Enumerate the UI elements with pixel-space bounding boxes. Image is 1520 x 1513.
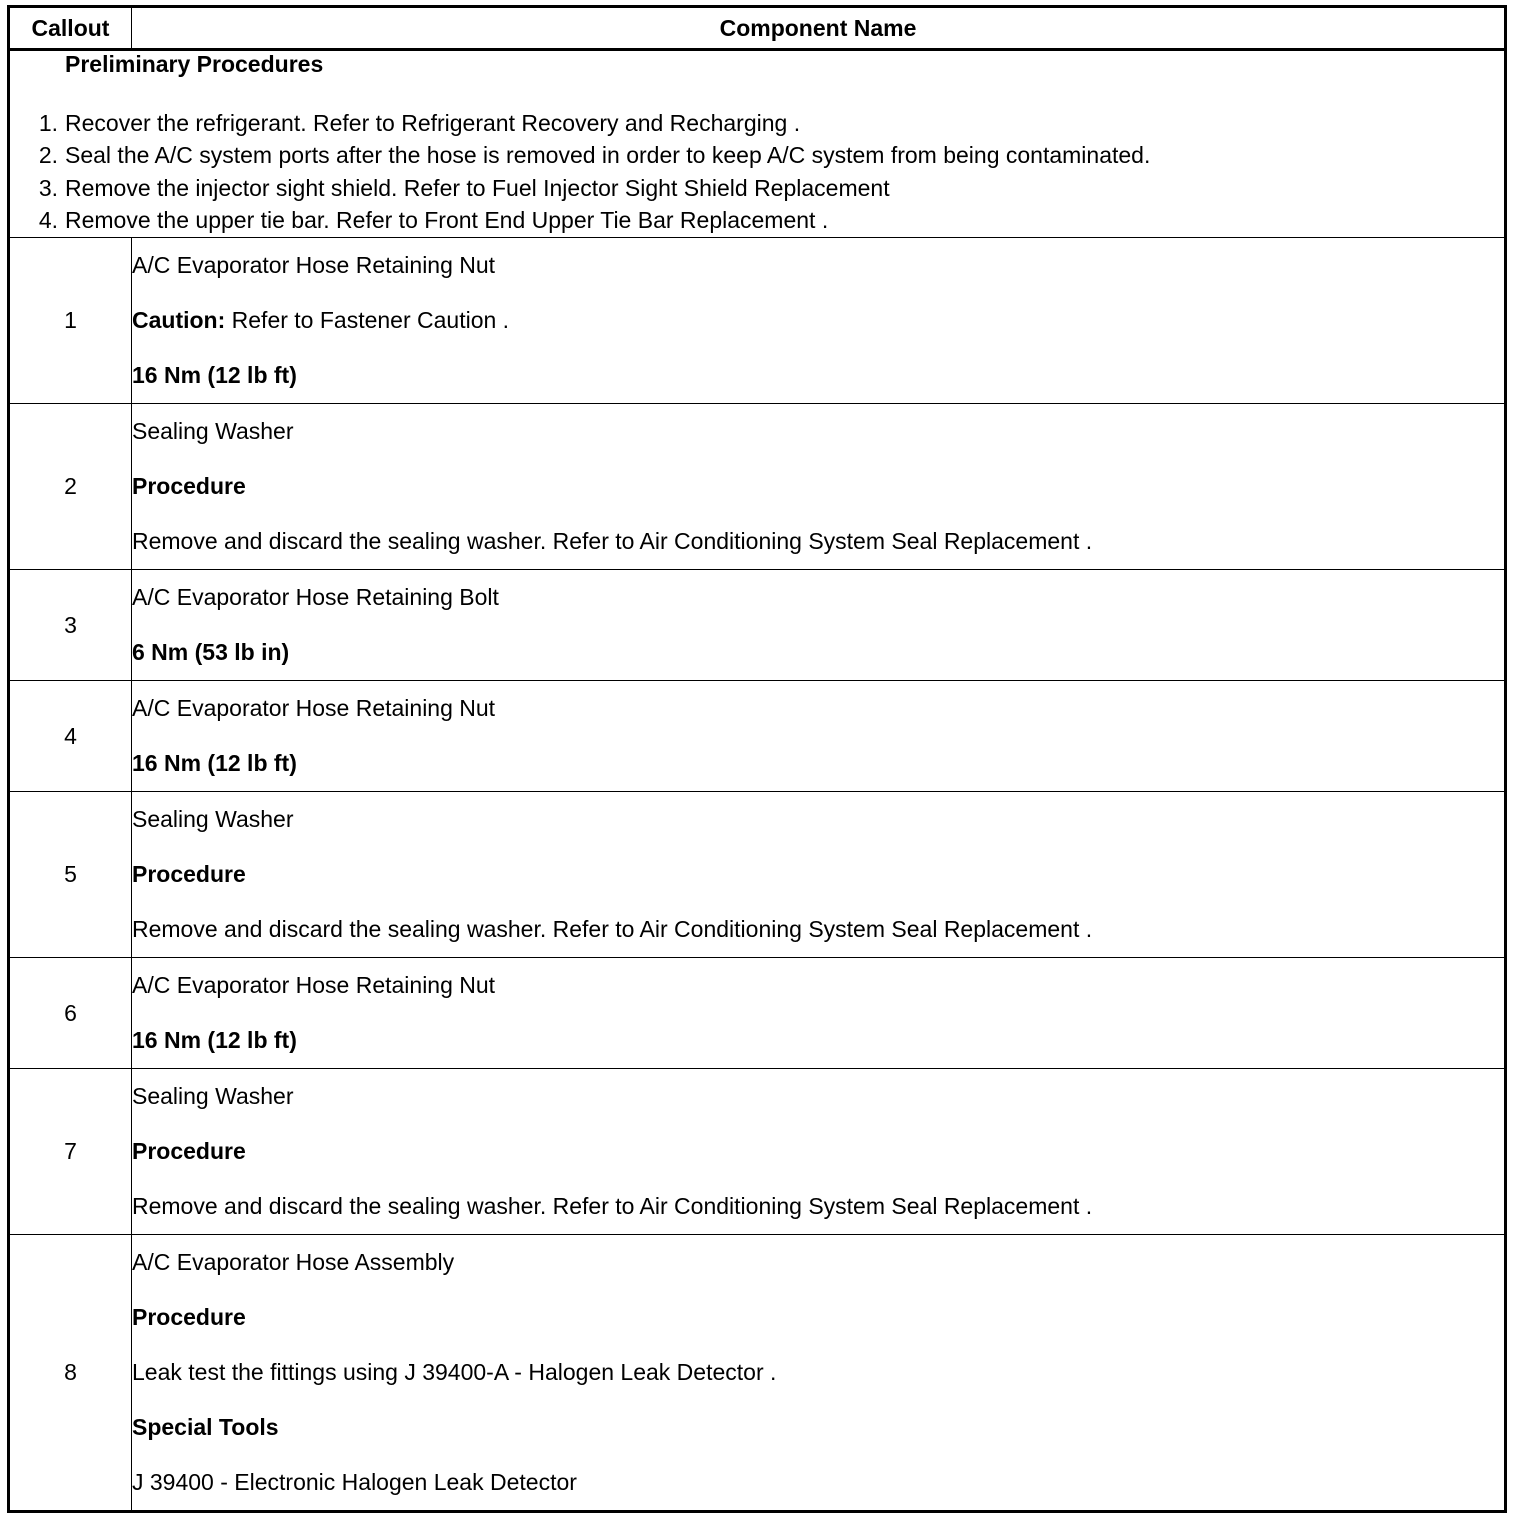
callout-number: 6: [9, 958, 132, 1069]
component-name: A/C Evaporator Hose Retaining Nut: [132, 252, 496, 278]
table-row: [9, 792, 1506, 958]
callout-number: 2: [9, 404, 132, 570]
preliminary-step: [10, 205, 1504, 238]
step-text: Seal the A/C system ports after the hose is removed in order to keep A/C system from being contaminated.: [65, 142, 1151, 169]
component-cell: [132, 404, 1506, 570]
table-row: [9, 1235, 1506, 1512]
torque-spec: 6 Nm (53 lb in): [132, 639, 290, 665]
procedure-text: Remove and discard the sealing washer. Refer to Air Conditioning System Seal Replacement .: [132, 916, 1093, 942]
caution-line: [132, 293, 1504, 348]
step-number: 2.: [38, 142, 58, 169]
step-number: 1.: [38, 109, 58, 136]
component-name: A/C Evaporator Hose Assembly: [132, 1249, 455, 1275]
caution-text: Refer to Fastener Caution .: [225, 307, 510, 333]
table-row: [9, 404, 1506, 570]
caution-label: Caution:: [132, 307, 226, 333]
preliminary-procedures: [9, 50, 1506, 238]
component-cell: [132, 1069, 1506, 1235]
component-name: A/C Evaporator Hose Retaining Bolt: [132, 584, 499, 610]
component-cell: [132, 238, 1506, 404]
preliminary-step: [10, 172, 1504, 205]
preliminary-title: Preliminary Procedures: [65, 51, 324, 77]
special-tools-label: Special Tools: [132, 1414, 279, 1440]
callout-number: 8: [9, 1235, 132, 1512]
component-name: Sealing Washer: [132, 1083, 294, 1109]
table-row: [9, 681, 1506, 792]
step-number: 4.: [38, 207, 58, 234]
callout-number: 1: [9, 238, 132, 404]
procedure-text: Remove and discard the sealing washer. Refer to Air Conditioning System Seal Replacement .: [132, 1193, 1093, 1219]
component-cell: [132, 1235, 1506, 1512]
table-row: [9, 570, 1506, 681]
component-name: A/C Evaporator Hose Retaining Nut: [132, 972, 496, 998]
component-cell: [132, 958, 1506, 1069]
component-cell: [132, 570, 1506, 681]
preliminary-row: [9, 50, 1506, 238]
procedure-label: Procedure: [132, 1138, 246, 1164]
step-text: Recover the refrigerant. Refer to Refrigerant Recovery and Recharging .: [65, 109, 801, 136]
component-name: A/C Evaporator Hose Retaining Nut: [132, 695, 496, 721]
preliminary-step: [10, 107, 1504, 140]
procedure-label: Procedure: [132, 473, 246, 499]
procedure-text: Remove and discard the sealing washer. Refer to Air Conditioning System Seal Replacement .: [132, 528, 1093, 554]
special-tools-text: J 39400 - Electronic Halogen Leak Detector: [132, 1469, 577, 1495]
component-name-header: Component Name: [132, 7, 1506, 50]
step-text: Remove the injector sight shield. Refer to Fuel Injector Sight Shield Replacement: [65, 174, 890, 201]
preliminary-step: [10, 140, 1504, 173]
procedure-label: Procedure: [132, 1304, 246, 1330]
procedure-text: Leak test the fittings using J 39400-A - Halogen Leak Detector .: [132, 1359, 777, 1385]
callout-number: 3: [9, 570, 132, 681]
callout-number: 5: [9, 792, 132, 958]
procedure-label: Procedure: [132, 861, 246, 887]
torque-spec: 16 Nm (12 lb ft): [132, 750, 297, 776]
step-text: Remove the upper tie bar. Refer to Front End Upper Tie Bar Replacement .: [65, 207, 829, 234]
torque-spec: 16 Nm (12 lb ft): [132, 362, 297, 388]
step-number: 3.: [38, 174, 58, 201]
callout-header: Callout: [9, 7, 132, 50]
component-table: [7, 5, 1507, 1513]
component-cell: [132, 792, 1506, 958]
callout-number: 7: [9, 1069, 132, 1235]
table-row: [9, 1069, 1506, 1235]
table-row: [9, 958, 1506, 1069]
header-row: [9, 7, 1506, 50]
table-row: [9, 238, 1506, 404]
component-name: Sealing Washer: [132, 806, 294, 832]
component-cell: [132, 681, 1506, 792]
component-name: Sealing Washer: [132, 418, 294, 444]
torque-spec: 16 Nm (12 lb ft): [132, 1027, 297, 1053]
callout-number: 4: [9, 681, 132, 792]
